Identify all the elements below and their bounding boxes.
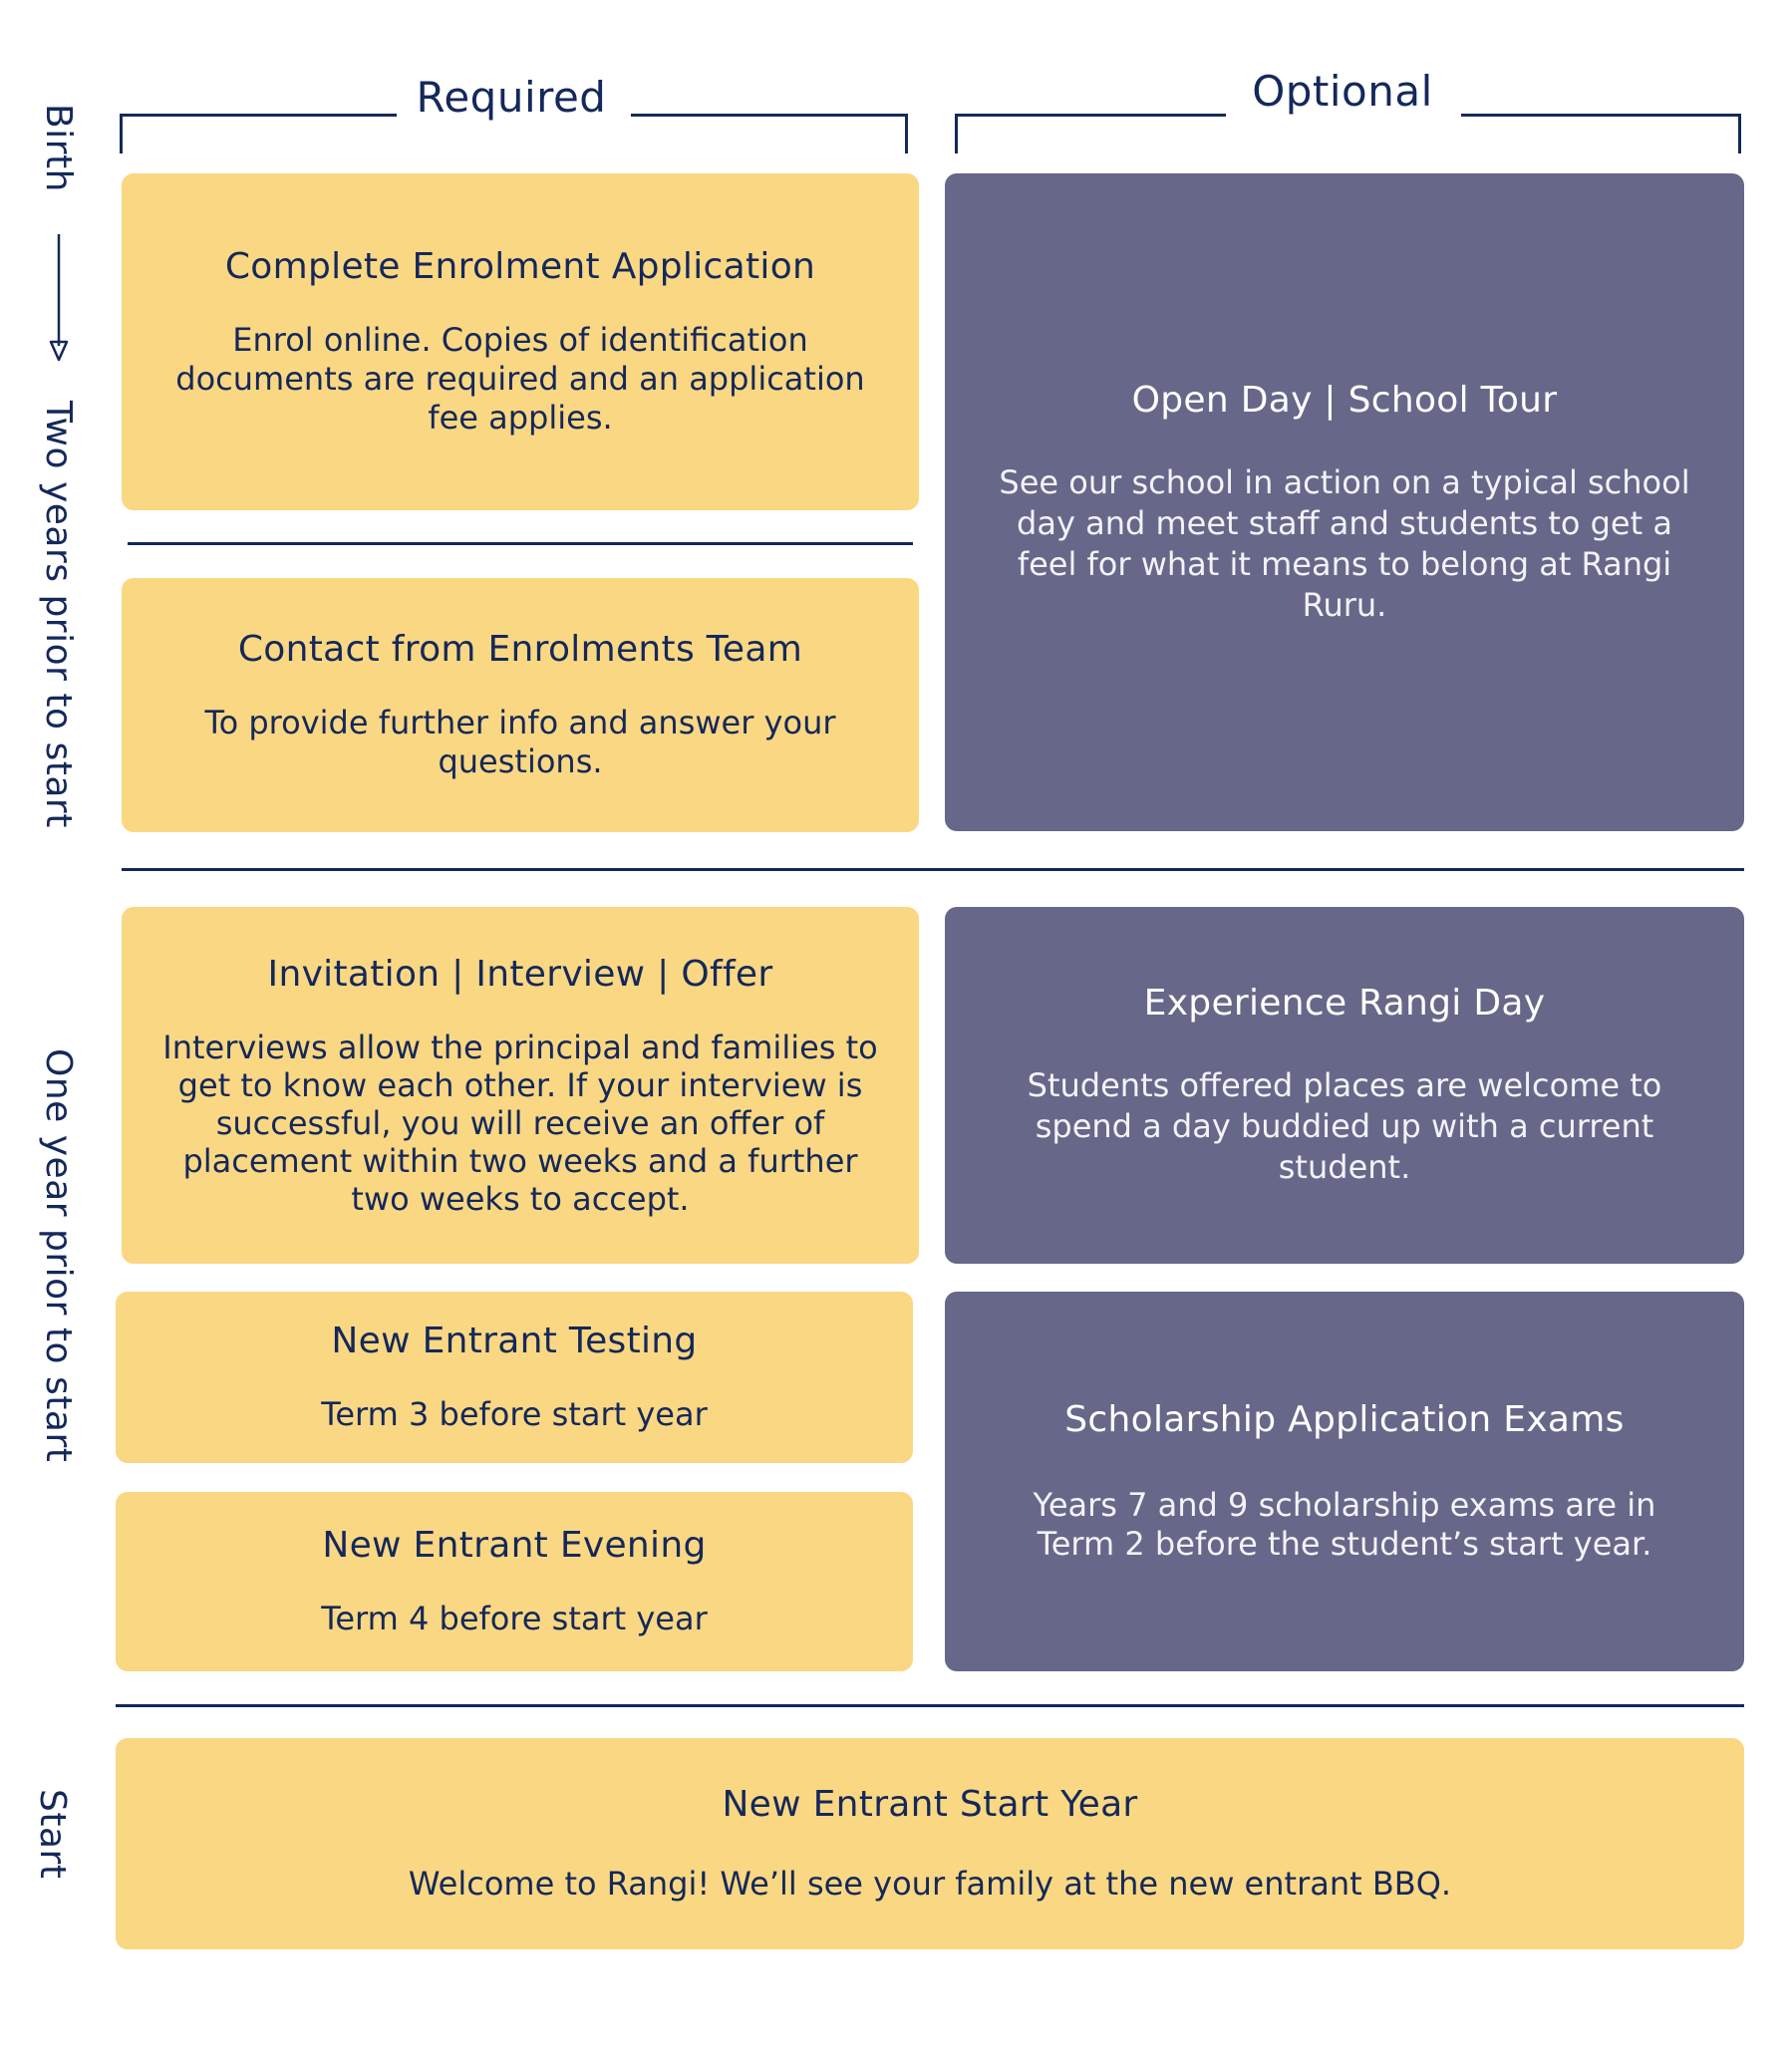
card-title: New Entrant Start Year [722,1784,1138,1825]
timeline-arrow [48,234,70,364]
card-title: Contact from Enrolments Team [237,629,803,670]
card-text: To provide further info and answer your questions. [204,704,836,780]
card-new-entrant-evening [116,1492,913,1671]
required-subdivider [128,542,913,545]
optional-bracket-line-left [955,114,1226,117]
required-bracket-left [120,114,123,153]
card-contact-enrolments [122,578,919,832]
optional-bracket-right [1738,114,1741,153]
optional-header: Optional [1252,67,1433,116]
card-text: See our school in action on a typical school day and meet staff and students to get a feel for what it means to belong at Rangi Ruru. [999,462,1690,624]
card-open-day [945,173,1744,831]
phase-divider-one [122,868,1744,871]
optional-bracket-line-right [1461,114,1740,117]
card-text: Enrol online. Copies of identification documents are required and an application fee applies. [175,321,865,437]
optional-bracket-left [955,114,958,153]
card-text: Students offered places are welcome to spend a day buddied up with a current student. [1027,1066,1662,1186]
timeline-two-years-label: Two years prior to start [38,401,79,828]
card-title: Experience Rangi Day [1143,983,1546,1024]
card-text: Welcome to Rangi! We’ll see your family at the new entrant BBQ. [408,1865,1452,1903]
card-text: Years 7 and 9 scholarship exams are in Term 2 before the student’s start year. [1033,1486,1656,1563]
card-start-year [116,1738,1744,1949]
phase-divider-two [116,1704,1744,1707]
card-new-entrant-testing [116,1292,913,1463]
card-experience-rangi-day [945,907,1744,1264]
card-title: Complete Enrolment Application [224,246,816,287]
required-header: Required [416,73,607,122]
card-invitation-interview-offer [122,907,919,1264]
required-bracket-line-right [631,114,908,117]
card-scholarship-exams [945,1292,1744,1671]
timeline-one-year-label: One year prior to start [38,1048,79,1463]
card-title: New Entrant Testing [331,1321,698,1361]
card-text: Term 4 before start year [321,1600,708,1637]
card-complete-enrolment [122,173,919,510]
required-bracket-right [905,114,908,153]
card-title: Invitation | Interview | Offer [267,953,773,995]
required-bracket-line-left [120,114,397,117]
card-title: Scholarship Application Exams [1064,1399,1625,1440]
card-text: Interviews allow the principal and families to get to know each other. If your interview is successful, you will receive an offer of placement within two weeks and a further two weeks to accept. [162,1028,878,1218]
card-text: Term 3 before start year [321,1395,708,1433]
card-title: New Entrant Evening [322,1525,707,1566]
timeline-start-label: Start [32,1789,73,1880]
card-title: Open Day | School Tour [1131,379,1558,421]
timeline-birth-label: Birth [38,104,79,192]
